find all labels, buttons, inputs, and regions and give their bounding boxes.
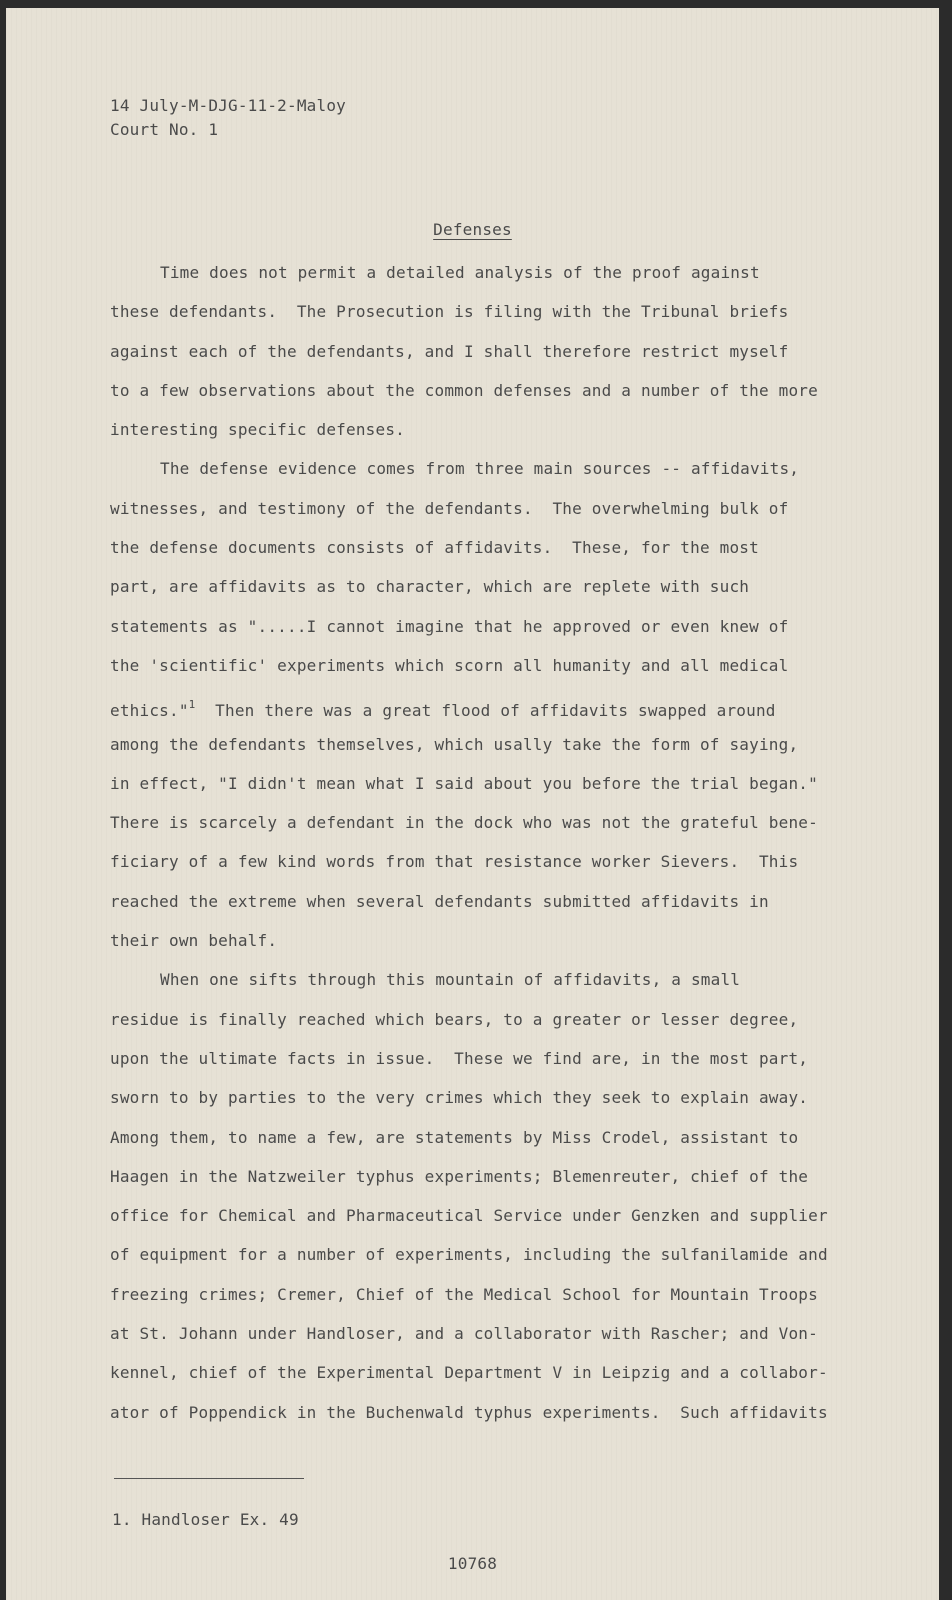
text-line: There is scarcely a defendant in the dock who was not the grateful bene- <box>110 813 818 833</box>
section-title: Defenses <box>433 220 512 239</box>
text-line: to a few observations about the common defenses and a number of the more <box>110 380 818 400</box>
text-line: of equipment for a number of experiments, including the sulfanilamide and <box>110 1245 828 1265</box>
text-line: the 'scientific' experiments which scorn all humanity and all medical <box>110 655 789 675</box>
text-line: part, are affidavits as to character, which are replete with such <box>110 577 750 597</box>
text-line: ficiary of a few kind words from that resistance worker Sievers. This <box>110 852 799 872</box>
text-line: the defense documents consists of affidavits. These, for the most <box>110 538 759 558</box>
text-line: in effect, "I didn't mean what I said about you before the trial began." <box>110 773 818 793</box>
text-line: statements as ".....I cannot imagine that he approved or even knew of <box>110 616 789 636</box>
text-line: among the defendants themselves, which usally take the form of saying, <box>110 734 799 754</box>
text-line: against each of the defendants, and I shall therefore restrict myself <box>110 341 789 361</box>
text-line: reached the extreme when several defendants submitted affidavits in <box>110 891 769 911</box>
text-line: these defendants. The Prosecution is filing with the Tribunal briefs <box>110 302 789 322</box>
document-header <box>110 94 346 142</box>
text-line: witnesses, and testimony of the defendants. The overwhelming bulk of <box>110 498 789 518</box>
text-line: Time does not permit a detailed analysis of the proof against <box>160 263 760 282</box>
body-text <box>110 253 910 1432</box>
text-line: Haagen in the Natzweiler typhus experiments; Blemenreuter, chief of the <box>110 1166 809 1186</box>
text-line: at St. Johann under Handloser, and a collaborator with Rascher; and Von- <box>110 1324 818 1344</box>
text-line: freezing crimes; Cremer, Chief of the Medical School for Mountain Troops <box>110 1284 818 1304</box>
section-title-wrapper <box>6 218 939 242</box>
text-line: sworn to by parties to the very crimes which they seek to explain away. <box>110 1088 809 1108</box>
text-line: Among them, to name a few, are statements by Miss Crodel, assistant to <box>110 1127 799 1147</box>
text-line: kennel, chief of the Experimental Department V in Leipzig and a collabor- <box>110 1363 828 1383</box>
text-segment: ethics." <box>110 701 189 721</box>
text-line: The defense evidence comes from three main sources -- affidavits, <box>160 459 800 479</box>
footnote-divider <box>114 1478 304 1479</box>
footnote-marker: 1 <box>188 698 196 712</box>
header-reference: 14 July-M-DJG-11-2-Maloy <box>110 96 346 115</box>
header-court: Court No. 1 <box>110 120 219 139</box>
text-line: residue is finally reached which bears, to a greater or lesser degree, <box>110 1009 799 1029</box>
text-line-with-footnote <box>110 685 910 724</box>
text-line: their own behalf. <box>110 931 278 951</box>
text-line: ator of Poppendick in the Buchenwald typhus experiments. Such affidavits <box>110 1402 828 1422</box>
text-line: office for Chemical and Pharmaceutical Service under Genzken and supplier <box>110 1206 828 1226</box>
text-segment: Then there was a great flood of affidavits swapped around <box>215 701 776 721</box>
footnote: 1. Handloser Ex. 49 <box>112 1510 299 1529</box>
document-page <box>6 8 939 1600</box>
text-line: interesting specific defenses. <box>110 420 405 440</box>
text-line: upon the ultimate facts in issue. These we find are, in the most part, <box>110 1048 809 1068</box>
page-number: 10768 <box>447 1554 498 1573</box>
text-line: When one sifts through this mountain of affidavits, a small <box>160 970 741 990</box>
